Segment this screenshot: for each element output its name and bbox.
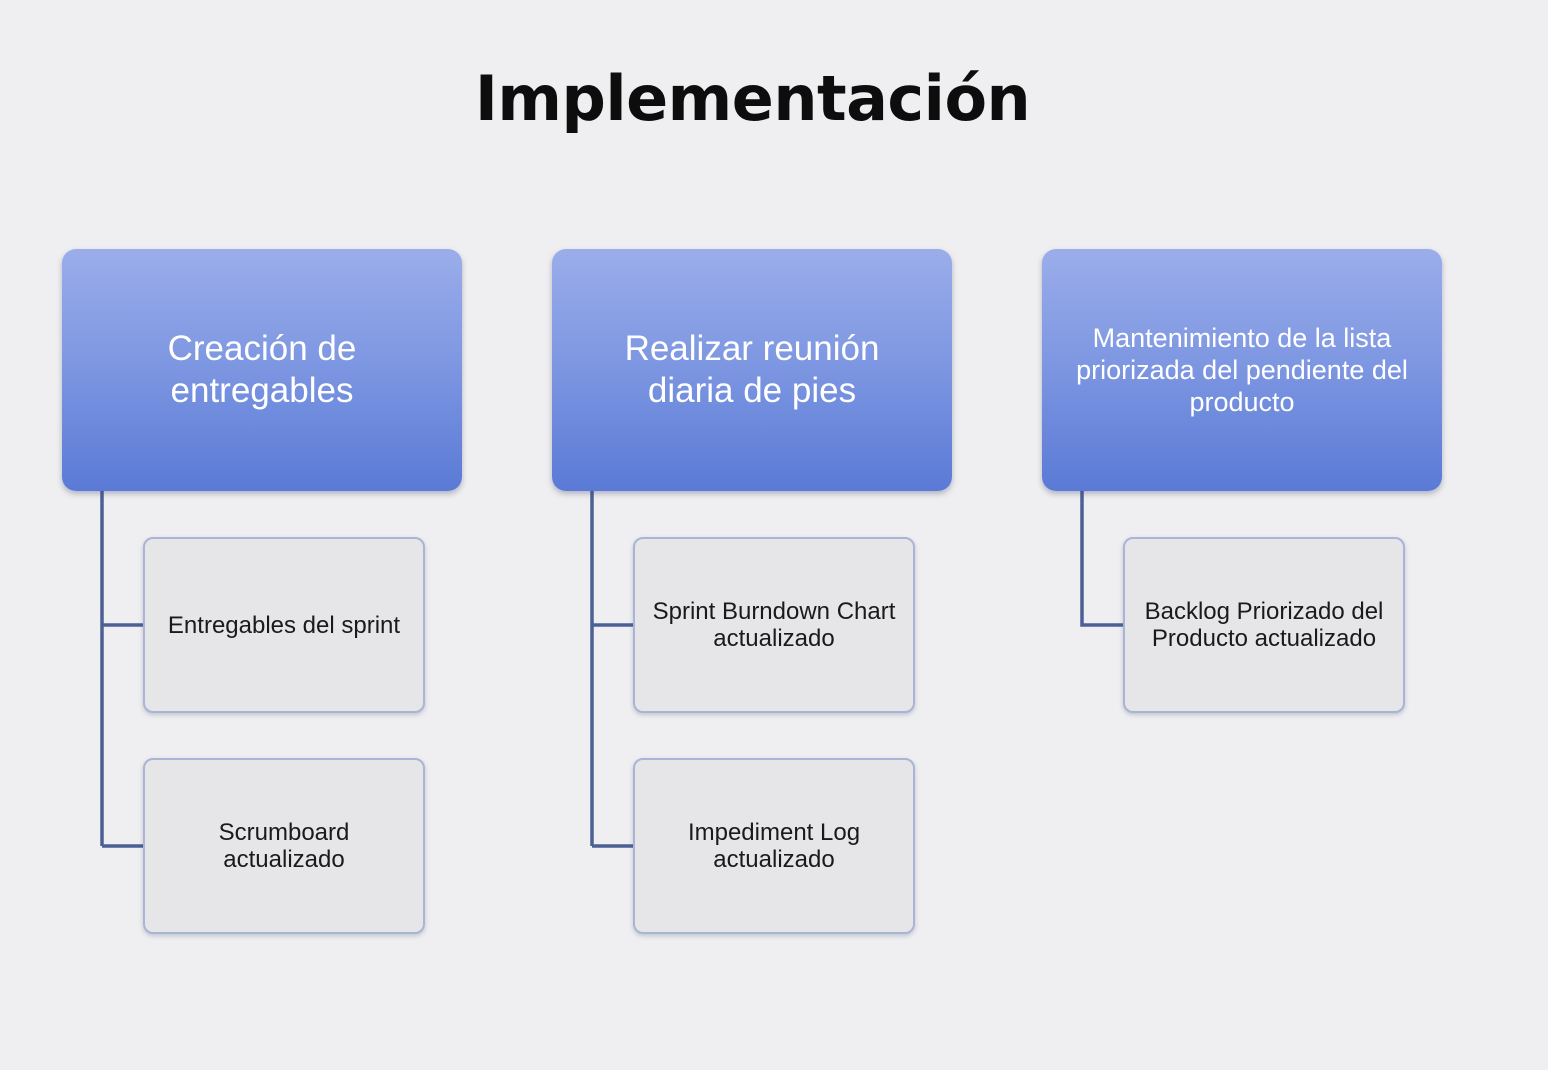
page-title: Implementación bbox=[474, 62, 1031, 135]
connector-column-1 bbox=[102, 491, 143, 846]
child-box-backlog-priorizado bbox=[1123, 537, 1405, 713]
child-box-sprint-burndown bbox=[633, 537, 915, 713]
header-box-creacion-entregables bbox=[62, 249, 462, 491]
child-label: Backlog Priorizado del Producto actualizado bbox=[1144, 598, 1384, 652]
child-box-impediment-log bbox=[633, 758, 915, 934]
child-label: Scrumboard actualizado bbox=[218, 819, 350, 873]
header-label: Mantenimiento de la lista priorizada del pendiente del producto bbox=[1076, 323, 1408, 417]
connector-column-3 bbox=[1082, 491, 1123, 625]
header-box-mantenimiento-lista bbox=[1042, 249, 1442, 491]
child-box-scrumboard bbox=[143, 758, 425, 934]
child-label: Impediment Log actualizado bbox=[687, 819, 861, 873]
child-label: Sprint Burndown Chart actualizado bbox=[652, 598, 896, 652]
header-label: Creación de entregables bbox=[167, 329, 357, 410]
child-label: Entregables del sprint bbox=[167, 611, 401, 639]
header-label: Realizar reunión diaria de pies bbox=[624, 329, 880, 410]
child-box-entregables-sprint bbox=[143, 537, 425, 713]
connector-column-2 bbox=[592, 491, 633, 846]
header-box-reunion-diaria bbox=[552, 249, 952, 491]
